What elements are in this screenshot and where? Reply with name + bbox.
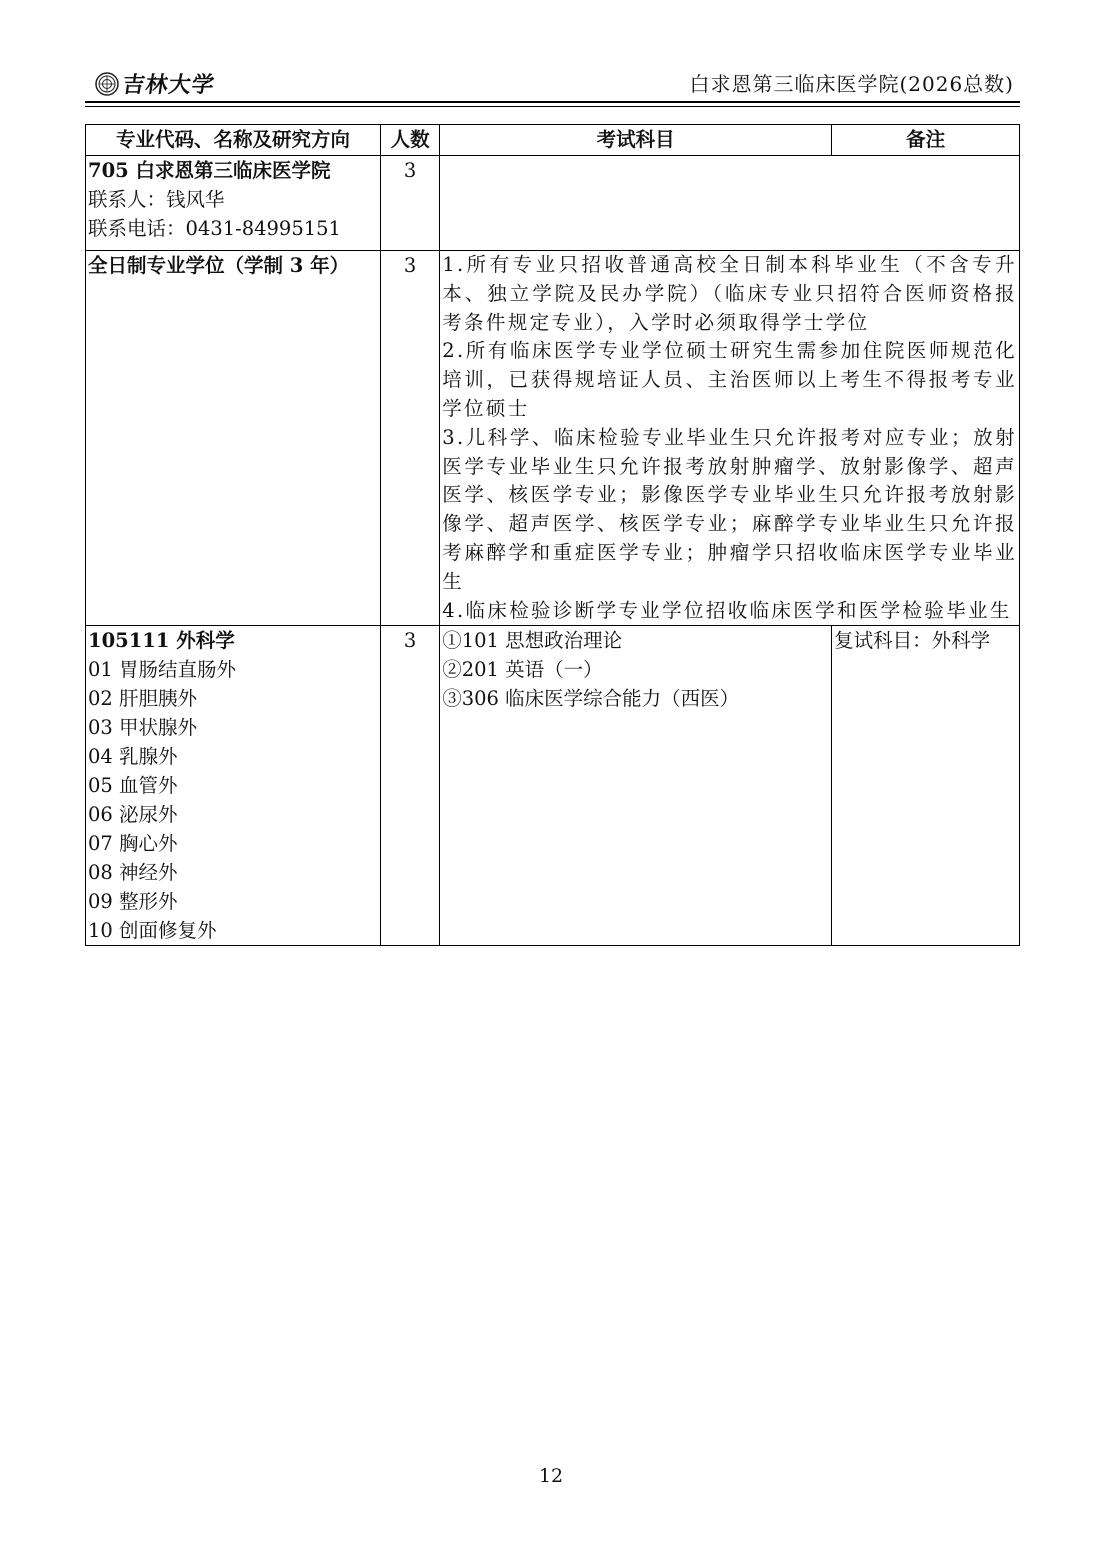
college-row xyxy=(86,156,1020,251)
major-count: 3 xyxy=(381,626,440,946)
degree-notes: 1.所有专业只招收普通高校全日制本科毕业生（不含专升本、独立学院及民办学院）（临床专业只招符合医师资格报考条件规定专业），入学时必须取得学士学位 2.所有临床医学专业学位硕士研究生需参加住院医师规范化培训，已获得规培证人员、主治医师以上考生不得报考专业学位硕士 3.儿科学、临床检验专业毕业生只允许报考对应专业；放射医学专业毕业生只允许报考放射肿瘤学、放射影像学、超声医学、核医学专业；影像医学专业毕业生只允许报考放射影像学、超声医学、核医学专业；麻醉学专业毕业生只允许报考麻醉学和重症医学专业；肿瘤学只招收临床医学专业毕业生 4.临床检验诊断学专业学位招收临床医学和医学检验毕业生 xyxy=(440,251,1020,626)
college-phone: 联系电话：0431-84995151 xyxy=(88,217,341,240)
header-rule xyxy=(85,101,1020,103)
direction-item: 03 甲状腺外 xyxy=(88,716,198,740)
column-header-remarks: 备注 xyxy=(832,125,1020,156)
university-seal-icon xyxy=(95,72,119,96)
university-logo-text: 吉林大学 xyxy=(120,72,217,98)
exam-subjects-cell xyxy=(440,626,832,946)
major-name: 105111 外科学 xyxy=(88,629,235,653)
degree-name-cell xyxy=(86,251,381,626)
column-header-major: 专业代码、名称及研究方向 xyxy=(86,125,381,156)
direction-item: 06 泌尿外 xyxy=(88,803,178,827)
college-name: 705 白求恩第三临床医学院 xyxy=(88,159,331,182)
column-header-count: 人数 xyxy=(381,125,440,156)
university-logo xyxy=(95,68,215,99)
major-cell xyxy=(86,626,381,946)
direction-item: 08 神经外 xyxy=(88,861,178,885)
page-number: 12 xyxy=(538,1465,564,1487)
direction-item: 01 胃肠结直肠外 xyxy=(88,658,237,682)
degree-count: 3 xyxy=(381,251,440,626)
college-empty-cell xyxy=(440,156,1020,251)
page-header xyxy=(85,64,1020,104)
table-header-row xyxy=(86,125,1020,156)
exam-subject: ③306 临床医学综合能力（西医） xyxy=(442,687,740,711)
direction-item: 04 乳腺外 xyxy=(88,745,178,769)
direction-item: 07 胸心外 xyxy=(88,832,178,856)
direction-item: 10 创面修复外 xyxy=(88,919,217,943)
college-info-cell xyxy=(86,156,381,251)
degree-row xyxy=(86,251,1020,626)
column-header-exams: 考试科目 xyxy=(440,125,832,156)
direction-item: 09 整形外 xyxy=(88,890,178,914)
degree-name: 全日制专业学位（学制 3 年） xyxy=(88,254,350,277)
admission-table xyxy=(85,124,1020,946)
exam-subject: ①101 思想政治理论 xyxy=(442,629,623,653)
major-remark: 复试科目：外科学 xyxy=(832,626,1020,946)
college-contact: 联系人：钱风华 xyxy=(88,188,225,211)
direction-item: 05 血管外 xyxy=(88,774,178,798)
college-count: 3 xyxy=(381,156,440,251)
exam-subject: ②201 英语（一） xyxy=(442,658,603,682)
header-title: 白求恩第三临床医学院(2026总数) xyxy=(689,72,1014,96)
direction-item: 02 肝胆胰外 xyxy=(88,687,198,711)
header-rule-thin xyxy=(85,106,1020,107)
major-row xyxy=(86,626,1020,946)
